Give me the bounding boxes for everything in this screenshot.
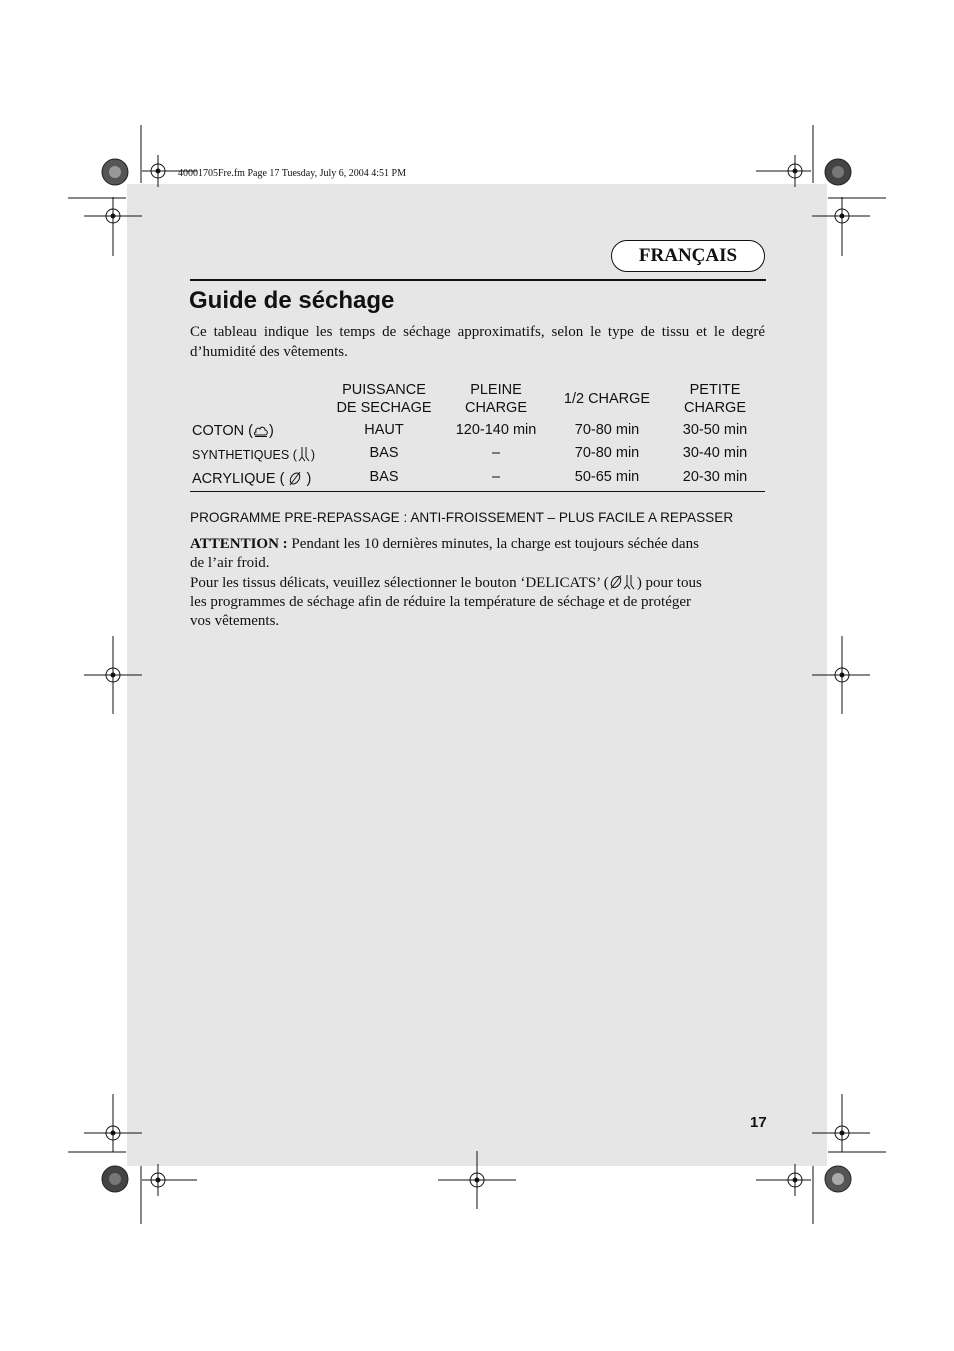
fabric-label: SYNTHETIQUES ( xyxy=(192,448,297,462)
drying-table xyxy=(190,380,766,494)
table-bottom-rule xyxy=(190,491,765,492)
attention-line-2: de l’air froid. xyxy=(190,555,270,572)
header-petite-line1: PETITE xyxy=(689,382,741,398)
attention-line-4: les programmes de séchage afin de réduire la température de séchage et de protéger xyxy=(190,593,691,610)
attention-text-3b: ) pour tous xyxy=(636,574,702,591)
row-synthetiques-full: – xyxy=(491,445,501,461)
delicats-icon xyxy=(609,574,637,590)
row-acrylique-fabric xyxy=(192,470,311,488)
synthetics-icon xyxy=(297,446,311,462)
row-synthetiques-small: 30-40 min xyxy=(682,445,748,461)
attention-line-1 xyxy=(190,535,750,554)
attention-text-3a: Pour les tissus délicats, veuillez sélectionner le bouton ‘DELICATS’ ( xyxy=(190,574,609,591)
row-synthetiques-power: BAS xyxy=(369,445,399,461)
row-acrylique-small: 20-30 min xyxy=(682,469,748,485)
header-pleine xyxy=(465,381,527,417)
page-title: Guide de séchage xyxy=(189,287,395,314)
page-number: 17 xyxy=(750,1114,767,1131)
fabric-label-close: ) xyxy=(310,448,316,462)
attention-text-1: Pendant les 10 dernières minutes, la charge est toujours séchée dans xyxy=(287,536,699,552)
intro-line-1: Ce tableau indique les temps de séchage approximatifs, selon le type de tissu et le degré xyxy=(190,324,765,340)
row-coton-power: HAUT xyxy=(364,422,404,438)
row-acrylique-power: BAS xyxy=(369,469,399,485)
intro-paragraph xyxy=(190,322,765,362)
header-petite-line2: CHARGE xyxy=(683,400,747,416)
header-petite xyxy=(684,381,746,417)
fabric-label: ACRYLIQUE ( xyxy=(192,471,289,487)
header-demi: 1/2 CHARGE xyxy=(563,391,651,407)
header-puissance xyxy=(336,381,431,417)
header-puissance-line1: PUISSANCE xyxy=(342,382,426,398)
intro-line-2: d’humidité des vêtements. xyxy=(190,344,348,360)
title-rule xyxy=(190,279,766,281)
row-acrylique-half: 50-65 min xyxy=(574,469,640,485)
row-coton-full: 120-140 min xyxy=(455,422,537,438)
fabric-label-close: ) xyxy=(268,423,274,439)
row-coton-half: 70-80 min xyxy=(574,422,640,438)
attention-line-3 xyxy=(190,574,750,593)
row-coton-fabric xyxy=(192,422,274,440)
acrylic-icon xyxy=(288,471,302,486)
header-pleine-line1: PLEINE xyxy=(470,382,522,398)
attention-label: ATTENTION : xyxy=(190,536,288,552)
row-synthetiques-fabric xyxy=(192,446,315,464)
row-synthetiques-half: 70-80 min xyxy=(574,445,640,461)
row-coton-small: 30-50 min xyxy=(682,422,748,438)
file-header-meta: 40001705Fre.fm Page 17 Tuesday, July 6, 2004 4:51 PM xyxy=(178,168,406,179)
fabric-label-close: ) xyxy=(302,471,312,487)
attention-paragraph xyxy=(190,535,750,631)
row-acrylique-full: – xyxy=(491,469,501,485)
fabric-label: COTON ( xyxy=(192,423,253,439)
attention-line-5: vos vêtements. xyxy=(190,613,280,630)
header-pleine-line2: CHARGE xyxy=(464,400,528,416)
header-puissance-line2: DE SECHAGE xyxy=(336,400,432,416)
programme-note: PROGRAMME PRE-REPASSAGE : ANTI-FROISSEMENT – PLUS FACILE A REPASSER xyxy=(190,510,734,525)
language-badge: FRANÇAIS xyxy=(611,240,765,272)
cotton-icon xyxy=(253,424,269,438)
